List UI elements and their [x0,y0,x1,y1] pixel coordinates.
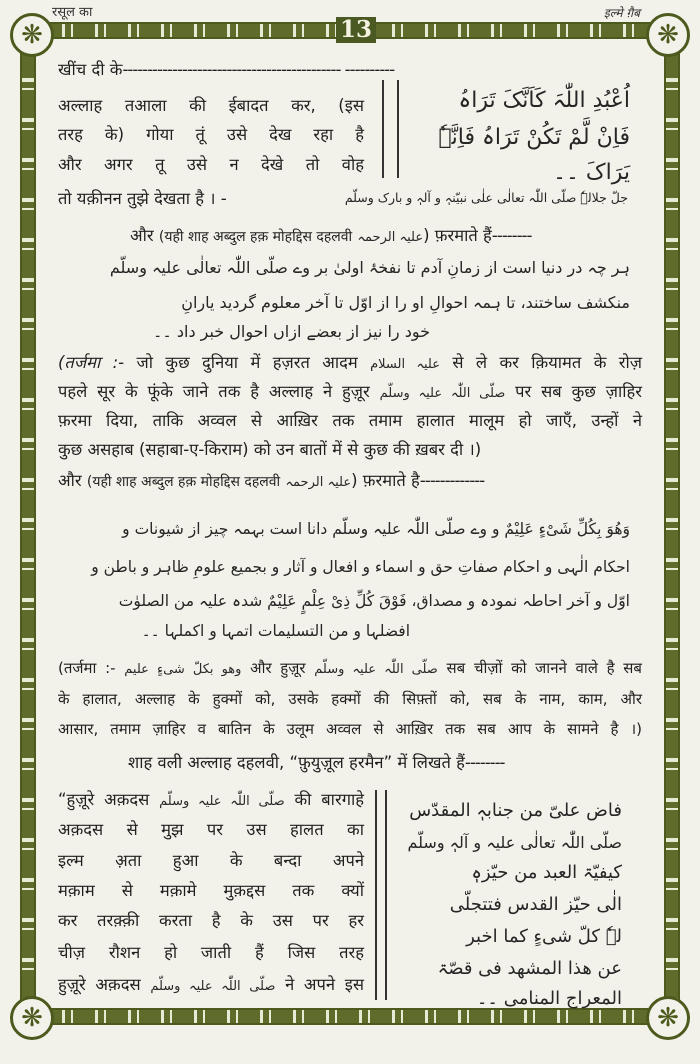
frame-left-border [20,50,36,1010]
text: से ले कर क़ियामत के रोज़ [452,353,643,372]
block1-hindi-line: तरह के) गोया तूं उसे देख रहा है [58,125,364,144]
text: “हुज़ूरे अक़दस [58,790,150,809]
quranic-phrase: وھو بکلّ شیءٍ علیم [124,662,242,677]
frame-bottom-border [40,1008,660,1025]
translation-label: (तर्जमा :- [58,659,116,677]
arabic-quote-line: کیفیّۃ العبد من حیّزہٖ [471,862,622,883]
intro-verb: ) फ़रमाते हैं [423,226,492,245]
text: की बारगाहे [294,790,365,809]
translation2-line [58,655,642,683]
honorific: علیہ الرحمہ [357,230,424,245]
block4-intro [128,750,505,776]
flower-ornament-icon: ❋ [10,13,54,57]
honorific: صلّی اللّٰہ علیہ وسلّم [314,662,438,677]
honorific: صلّی اللّٰہ علیہ وسلّم [159,794,285,809]
block1-intro [58,57,642,83]
block3-intro [58,468,484,496]
translation1-line: कुछ असहाब (सहाबा-ए-किराम) को उन बातों में से कुछ की ख़बर दी ।) [58,440,482,459]
arabic-quote-line: المعراج المنامی ۔۔ [476,988,622,1009]
arabic-quote-line: عن ھذا المشھد فی قصّۃ [437,958,622,979]
column-divider [385,790,387,1000]
persian-quote-line: اوّل و آخر احاطہ نمودہ و مصداق، فَوْقَ کُلِّ ذِیْ عِلْمٍ عَلِیْمٌ شدہ علیہ من الصلوٰت [118,592,630,610]
persian-quote-line: وَھُوَ بِکُلِّ شَیْءٍ عَلِیْمٌ و وے صلّی اللّٰہ علیہ وسلّم دانا است بہمہ چیز از شیونات و [122,520,630,538]
persian-quote-line: افضلہا و من التسلیمات اتمہا و اکملہا ۔۔ [141,622,410,640]
block4-hindi-line: चीज़ रौशन हो जाती हैं जिस तरह [58,943,364,962]
intro-attribution: (यही शाह अब्दुल हक़ मोहद्दिस दहलवी [86,474,281,490]
flower-ornament-icon: ❋ [646,996,690,1040]
arabic-hadith-line: اُعْبُدِ اللّٰہَ کَاَنَّکَ تَرَاہُ [458,88,630,113]
intro-text: शाह वली अल्लाह दहलवी, “फ़ुयुज़ूल हरमैन” में लिखते हैं [128,753,465,772]
block1-hindi-line: तो यक़ीनन तुझे देखता है । - [58,189,227,208]
column-divider [382,80,384,178]
flower-ornament-icon: ❋ [646,13,690,57]
running-header-right: इल्मे ग़ैब [603,6,640,20]
text: सब चीज़ों को जानने वाले है सब [446,659,642,677]
text: पहले सूर के फूंके जाने तक है अल्लाह ने हुज़ूर [58,382,370,401]
text: पर सब कुछ ज़ाहिर [515,382,642,401]
honorific: صلّی اللّٰہ علیہ وسلّم [379,386,506,401]
block4-hindi-line [58,972,364,1000]
dash-rule: -------- [464,753,505,772]
column-divider [375,790,377,1000]
text: और हुज़ूर [250,659,306,677]
honorific: صلّی اللّٰہ علیہ وسلّم [150,979,276,994]
translation1-line [58,379,642,407]
dash-rule: ------------- [419,471,485,490]
block1-hindi-line: अल्लाह तआला की ईबादत कर, (इस [58,96,364,115]
honorific: علیہ الرحمہ [285,475,352,490]
block1-hindi-line: और अगर तू उसे न देखे तो वोह [58,155,364,174]
intro-text: खींच दी के [58,60,123,79]
translation2-line: के हालात, अल्लाह के हुक्मों को, उसके हक्मों की सिफ़्तों को, सब के नाम, काम, और [58,690,642,708]
translation1-line [58,350,642,378]
arabic-quote-line: الٰی حیّز القدس فتتجلّی [449,894,622,915]
translation1-line: फ़रमा दिया, ताकि अव्वल से आख़िर तक तमाम हालात मालूम हो जाएँ, उन्हों ने [58,411,642,430]
persian-quote-line: منکشف ساختند، تا ہمہ احوالِ او را از اوّل تا آخر معلوم گردید یارانِ [181,293,630,312]
running-header-left: रसूल का [52,5,93,20]
intro-word: और [58,471,82,490]
arabic-quote-line: صلّی اللّٰہ تعالٰی علیہ و آلہٖ وسلّم [407,833,622,852]
block4-hindi-line: कर तरक़्क़ी करता है के उस पर हर [58,911,364,930]
intro-verb: ) फ़रमाते है [351,471,420,490]
block4-hindi-line: इल्म अ़ता हुआ के बन्दा अपने [58,851,364,870]
flower-ornament-icon: ❋ [10,996,54,1040]
urdu-salutation: جلّ جلالہٗ صلّی اللّٰہ تعالٰی علٰی نبیّنہٖ و آلہٖ و بارک وسلّم [344,190,628,205]
text: जो कुछ दुनिया में हज़रत आदम [136,353,358,372]
arabic-quote-line: فاض علیّ من جنابہٖ المقدّس [409,800,622,821]
block4-hindi-line [58,787,364,815]
block2-intro [130,223,531,251]
persian-quote-line: احکام الٰہی و احکام صفاتِ حق و اسماء و افعال و آثار و بجمیع علومِ ظاہر و باطن و [91,558,630,576]
arabic-quote-line: لہٗ کلّ شیءٍ کما اخبر [466,926,622,947]
dash-rule: -------- [491,226,532,245]
translation-label: (तर्जमा :- [58,353,125,372]
frame-right-border [664,50,680,1010]
persian-quote-line: ہر چہ در دنیا است از زمانِ آدم تا نفخۂ اولیٰ بر وے صلّی اللّٰہ تعالٰی علیہ وسلّم [109,258,630,277]
translation2-line: आसार, तमाम ज़ाहिर व बातिन के उलूम अव्वल से आख़िर तक सब आप के सामने है ।) [58,720,642,738]
arabic-hadith-line: فَاِنْ لَّمْ تَکُنْ تَرَاہُ فَاِنَّہٗ [438,125,630,150]
text: हुज़ूरे अक़दस [58,975,141,994]
persian-quote-line: خود را نیز از بعضے ازاں احوال خبر داد ۔۔ [153,322,430,341]
block4-hindi-line: अक़दस से मुझ पर उस हालत का [58,820,364,839]
honorific: علیہ السلام [370,357,440,372]
block4-hindi-line: मक़ाम से मक़ामे मुक़द्दस तक क्यों [58,881,364,900]
intro-attribution: (यही शाह अब्दुल हक़ मोहद्दिस दहलवी [158,229,353,245]
intro-word: और [130,226,154,245]
page-number: 13 [336,17,376,43]
column-divider [397,80,399,178]
arabic-hadith-line: یَرَاکَ ۔۔ [553,160,630,185]
text: ने अपने इस [285,975,364,994]
dash-rule: -------------------------------------------- ---------- [122,60,395,79]
